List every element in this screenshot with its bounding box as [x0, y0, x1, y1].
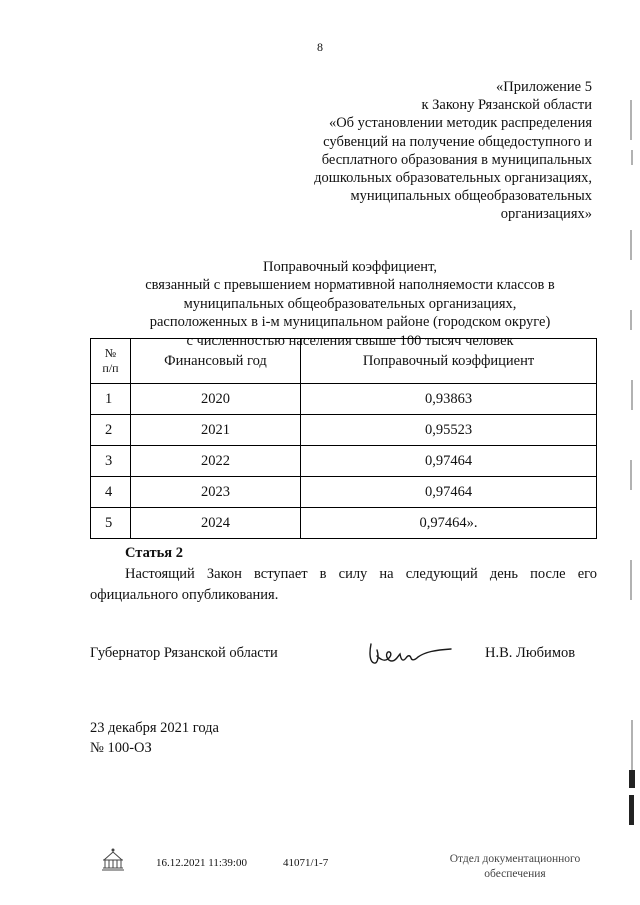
stamp-line: обеспечения	[484, 868, 546, 880]
department-stamp	[430, 852, 600, 882]
title-line: связанный с превышением нормативной наполняемости классов в	[145, 277, 555, 294]
row-number: 2	[91, 415, 131, 446]
title-line: с численностью населения свыше 100 тысяч человек	[186, 332, 514, 349]
appendix-line: дошкольных образовательных организациях,	[314, 170, 592, 187]
table-row	[91, 384, 597, 415]
article-heading: Статья 2	[125, 545, 183, 561]
footer-timestamp: 16.12.2021 11:39:00	[156, 857, 247, 869]
header-number-line2: п/п	[102, 361, 119, 375]
signing-date: 23 декабря 2021 года	[90, 720, 219, 736]
table-row	[91, 508, 597, 539]
coefficient-table	[90, 338, 597, 539]
appendix-line: «Об установлении методик распределения	[328, 115, 592, 132]
handwritten-signature	[365, 636, 455, 677]
title-line: расположенных в i-м муниципальном районе (городском округе)	[149, 314, 551, 331]
document-title	[80, 258, 620, 350]
duma-emblem-icon	[100, 846, 126, 877]
appendix-line: «Приложение 5	[496, 79, 592, 95]
title-line: муниципальных общеобразовательных организациях,	[183, 295, 517, 312]
appendix-line: организациях»	[500, 206, 592, 223]
title-line: Поправочный коэффициент,	[263, 259, 437, 275]
law-number: № 100-ОЗ	[90, 740, 152, 756]
row-coefficient: 0,95523	[301, 415, 597, 446]
appendix-line: муниципальных общеобразовательных	[350, 188, 592, 205]
governor-name: Н.В. Любимов	[485, 645, 576, 661]
row-number: 4	[91, 477, 131, 508]
row-year: 2020	[131, 384, 301, 415]
row-number: 5	[91, 508, 131, 539]
row-number: 1	[91, 384, 131, 415]
row-year: 2021	[131, 415, 301, 446]
table-header-row	[91, 339, 597, 384]
row-year: 2022	[131, 446, 301, 477]
row-coefficient: 0,97464	[301, 446, 597, 477]
stamp-line: Отдел документационного	[449, 853, 581, 865]
header-coefficient: Поправочный коэффициент	[301, 339, 597, 384]
footer-doc-id: 41071/1-7	[283, 857, 329, 869]
governor-title: Губернатор Рязанской области	[90, 645, 278, 661]
header-year: Финансовый год	[131, 339, 301, 384]
scan-edge-marks	[626, 80, 636, 855]
header-number-line1: №	[104, 346, 117, 360]
row-year: 2024	[131, 508, 301, 539]
row-year: 2023	[131, 477, 301, 508]
table-row	[91, 415, 597, 446]
appendix-line: субвенций на получение общедоступного и	[323, 133, 592, 150]
article-text: Настоящий Закон вступает в силу на следующий день после его официального опубликования.	[90, 566, 597, 603]
row-coefficient: 0,97464	[301, 477, 597, 508]
row-coefficient: 0,93863	[301, 384, 597, 415]
table-row	[91, 446, 597, 477]
appendix-header	[282, 78, 592, 224]
table-row	[91, 477, 597, 508]
page-number: 8	[317, 40, 323, 54]
row-number: 3	[91, 446, 131, 477]
header-number	[91, 339, 131, 384]
appendix-line: к Закону Рязанской области	[421, 97, 592, 114]
row-coefficient: 0,97464».	[301, 508, 597, 539]
appendix-line: бесплатного образования в муниципальных	[321, 151, 592, 168]
